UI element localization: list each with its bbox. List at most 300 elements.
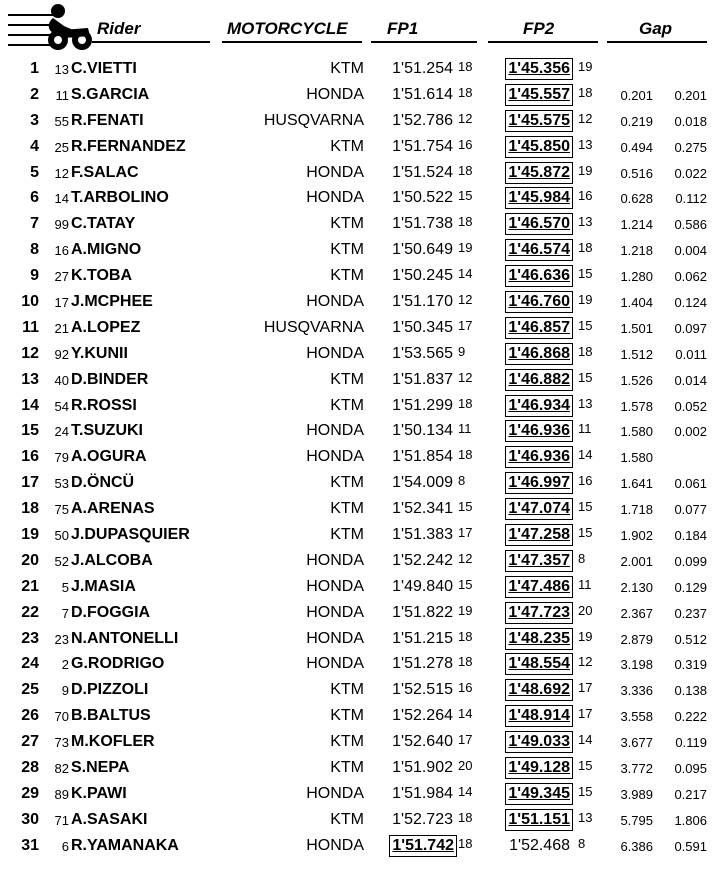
- gap-previous: 0.002: [674, 424, 707, 440]
- fp1-laps: 18: [458, 835, 473, 851]
- rider-number: 53: [54, 476, 69, 492]
- motorcycle: HONDA: [306, 293, 364, 311]
- gap-previous: 0.275: [674, 139, 707, 155]
- gap-previous: 0.014: [674, 372, 707, 388]
- fp2-time: 1'48.914: [505, 705, 573, 727]
- position: 18: [21, 500, 39, 518]
- table-row: [0, 160, 713, 186]
- motorcycle: HUSQVARNA: [263, 111, 364, 129]
- fp1-laps: 14: [458, 783, 473, 799]
- fp2-laps: 17: [578, 706, 593, 722]
- rider-name: M.KOFLER: [71, 733, 155, 751]
- rider-number: 13: [54, 62, 69, 77]
- header-underline: [222, 41, 362, 43]
- gap-previous: 0.095: [674, 761, 707, 777]
- rider-number: 70: [54, 709, 69, 725]
- gap-previous: 0.119: [675, 735, 707, 751]
- rider-number: 40: [54, 372, 69, 388]
- fp1-laps: 19: [458, 602, 473, 618]
- fp2-laps: 8: [578, 550, 586, 566]
- fp2-laps: 14: [578, 447, 593, 463]
- fp2-time: 1'47.486: [505, 576, 573, 598]
- fp2-time: 1'48.692: [505, 679, 573, 701]
- fp1-laps: 12: [458, 292, 473, 308]
- motorcycle: HONDA: [306, 448, 364, 466]
- gap-first: 3.336: [620, 683, 653, 699]
- rider-number: 92: [54, 346, 69, 362]
- position: 23: [21, 629, 39, 647]
- rider-number: 9: [61, 683, 69, 699]
- table-row: [0, 729, 713, 755]
- fp2-time: 1'46.868: [505, 343, 573, 365]
- fp2-time: 1'45.356: [505, 58, 573, 80]
- motorcycle: KTM: [330, 137, 364, 155]
- rider-name: S.GARCIA: [71, 85, 150, 103]
- fp1-time: 1'51.854: [392, 448, 453, 466]
- position: 2: [30, 85, 39, 103]
- fp1-laps: 8: [458, 473, 466, 489]
- gap-previous: 0.018: [674, 113, 707, 129]
- gap-previous: 0.217: [674, 786, 707, 802]
- fp1-time: 1'51.984: [392, 784, 453, 802]
- fp1-laps: 16: [458, 136, 473, 152]
- fp2-laps: 12: [578, 110, 593, 126]
- fp2-laps: 13: [578, 395, 593, 411]
- motorcycle: KTM: [330, 60, 364, 77]
- fp2-laps: 18: [578, 343, 593, 359]
- rider-number: 6: [61, 838, 69, 854]
- fp2-time: 1'52.468: [509, 836, 570, 854]
- gap-first: 0.494: [620, 139, 653, 155]
- fp1-time: 1'50.134: [392, 422, 453, 440]
- fp1-laps: 16: [458, 680, 473, 696]
- fp1-laps: 12: [458, 369, 473, 385]
- fp2-laps: 11: [578, 576, 592, 592]
- position: 22: [21, 603, 39, 621]
- table-row: [0, 496, 713, 522]
- fp1-laps: 18: [458, 654, 473, 670]
- rider-name: K.PAWI: [71, 784, 127, 802]
- motorcycle: KTM: [330, 267, 364, 285]
- table-row: [0, 626, 713, 652]
- fp2-laps: 19: [578, 59, 593, 74]
- fp1-time: 1'52.264: [392, 707, 453, 725]
- motorcycle: KTM: [330, 810, 364, 828]
- table-row: [0, 807, 713, 833]
- table-header: [0, 0, 713, 56]
- fp2-laps: 19: [578, 292, 593, 308]
- table-row: [0, 574, 713, 600]
- fp1-time: 1'51.742: [389, 835, 457, 857]
- motorcycle: HONDA: [306, 784, 364, 802]
- position: 8: [30, 241, 39, 259]
- rider-number: 79: [54, 450, 69, 466]
- rider-number: 21: [54, 320, 69, 336]
- gap-previous: 0.512: [674, 631, 707, 647]
- fp2-laps: 15: [578, 525, 593, 541]
- fp1-laps: 18: [458, 395, 473, 411]
- fp1-time: 1'51.754: [392, 137, 453, 155]
- results-table: [0, 56, 713, 859]
- fp1-laps: 18: [458, 809, 473, 825]
- table-row: [0, 703, 713, 729]
- gap-previous: 0.124: [674, 295, 707, 311]
- position: 19: [21, 526, 39, 544]
- fp2-laps: 18: [578, 84, 593, 100]
- table-row: [0, 367, 713, 393]
- table-row: [0, 56, 713, 82]
- fp1-laps: 18: [458, 84, 473, 100]
- gap-previous: 0.201: [674, 87, 707, 103]
- rider-number: 50: [54, 528, 69, 544]
- fp2-laps: 18: [578, 240, 593, 256]
- table-row: [0, 263, 713, 289]
- rider-name: F.SALAC: [71, 163, 139, 181]
- fp1-laps: 18: [458, 447, 473, 463]
- table-row: [0, 211, 713, 237]
- motorcycle: KTM: [330, 681, 364, 699]
- fp2-time: 1'47.074: [505, 498, 573, 520]
- header-gap: Gap: [639, 19, 673, 38]
- gap-first: 1.580: [620, 450, 653, 466]
- rider-number: 16: [54, 243, 69, 259]
- gap-first: 0.628: [620, 191, 653, 207]
- gap-first: 1.218: [620, 243, 653, 259]
- fp2-laps: 12: [578, 654, 593, 670]
- gap-previous: 0.011: [675, 346, 707, 362]
- gap-first: 2.130: [620, 579, 653, 595]
- table-row: [0, 418, 713, 444]
- fp1-laps: 18: [458, 628, 473, 644]
- rider-number: 75: [54, 502, 69, 518]
- rider-name: A.MIGNO: [71, 241, 142, 259]
- rider-number: 52: [54, 553, 69, 569]
- rider-number: 99: [54, 217, 69, 233]
- fp1-laps: 17: [458, 732, 473, 748]
- rider-number: 11: [55, 87, 69, 103]
- header-rider: Rider: [97, 19, 141, 38]
- rider-name: C.VIETTI: [71, 60, 137, 77]
- rider-name: R.ROSSI: [71, 396, 137, 414]
- rider-number: 71: [54, 812, 69, 828]
- gap-first: 3.677: [620, 735, 653, 751]
- fp2-time: 1'49.033: [505, 731, 573, 753]
- rider-name: J.MCPHEE: [71, 293, 153, 311]
- fp2-time: 1'46.997: [505, 472, 573, 494]
- fp2-laps: 16: [578, 188, 593, 204]
- header-underline: [488, 41, 598, 43]
- rider-name: T.SUZUKI: [71, 422, 143, 440]
- rider-number: 5: [61, 579, 69, 595]
- gap-first: 6.386: [620, 838, 653, 854]
- gap-first: 1.214: [620, 217, 653, 233]
- rider-name: A.ARENAS: [71, 500, 155, 518]
- rider-number: 24: [54, 424, 69, 440]
- fp1-laps: 12: [458, 550, 473, 566]
- rider-name: A.LOPEZ: [71, 318, 141, 336]
- gap-first: 1.501: [620, 320, 653, 336]
- gap-previous: 0.237: [674, 605, 707, 621]
- fp2-time: 1'46.760: [505, 291, 573, 313]
- rider-name: D.ÖNCÜ: [71, 474, 135, 492]
- header-motorcycle: MOTORCYCLE: [227, 19, 348, 38]
- position: 12: [21, 344, 39, 362]
- gap-previous: 0.097: [674, 320, 707, 336]
- gap-previous: 0.022: [674, 165, 707, 181]
- rider-name: J.ALCOBA: [71, 551, 153, 569]
- position: 3: [30, 111, 39, 129]
- rider-name: S.NEPA: [71, 759, 130, 777]
- rider-name: J.MASIA: [71, 577, 136, 595]
- rider-name: R.YAMANAKA: [71, 836, 179, 854]
- fp1-time: 1'50.245: [392, 267, 453, 285]
- fp2-laps: 20: [578, 602, 593, 618]
- gap-previous: 0.004: [674, 243, 707, 259]
- motorcycle: HONDA: [306, 836, 364, 854]
- gap-first: 2.367: [620, 605, 653, 621]
- fp2-time: 1'45.984: [505, 187, 573, 209]
- gap-first: 3.772: [620, 761, 653, 777]
- gap-previous: 0.062: [674, 269, 707, 285]
- gap-first: 2.001: [620, 553, 653, 569]
- table-row: [0, 134, 713, 160]
- gap-first: 2.879: [620, 631, 653, 647]
- gap-first: 1.902: [620, 528, 653, 544]
- gap-previous: 0.061: [674, 476, 707, 492]
- position: 14: [21, 396, 39, 414]
- table-row: [0, 315, 713, 341]
- motorcycle-rider-icon: [44, 2, 96, 52]
- motorcycle: HONDA: [306, 422, 364, 440]
- gap-previous: 0.586: [674, 217, 707, 233]
- fp1-laps: 14: [458, 706, 473, 722]
- gap-first: 0.219: [620, 113, 653, 129]
- fp1-laps: 15: [458, 499, 473, 515]
- fp1-laps: 15: [458, 188, 473, 204]
- motorcycle: HONDA: [306, 655, 364, 673]
- fp1-laps: 9: [458, 343, 466, 359]
- gap-previous: 0.591: [674, 838, 707, 854]
- fp1-time: 1'51.614: [392, 85, 453, 103]
- position: 13: [21, 370, 39, 388]
- rider-name: T.ARBOLINO: [71, 189, 169, 207]
- gap-previous: 0.138: [674, 683, 707, 699]
- rider-name: C.TATAY: [71, 215, 136, 233]
- table-row: [0, 82, 713, 108]
- position: 10: [21, 293, 39, 311]
- position: 30: [21, 810, 39, 828]
- fp2-laps: 15: [578, 758, 593, 774]
- fp2-laps: 17: [578, 680, 593, 696]
- header-underline: [371, 41, 477, 43]
- fp2-time: 1'46.574: [505, 239, 573, 261]
- fp1-time: 1'52.723: [392, 810, 453, 828]
- fp1-time: 1'51.902: [392, 759, 453, 777]
- motorcycle: KTM: [330, 370, 364, 388]
- fp2-laps: 14: [578, 732, 593, 748]
- rider-name: D.BINDER: [71, 370, 149, 388]
- rider-number: 14: [54, 191, 69, 207]
- rider-name: B.BALTUS: [71, 707, 151, 725]
- fp1-time: 1'51.822: [392, 603, 453, 621]
- position: 9: [30, 267, 39, 285]
- fp1-time: 1'51.524: [392, 163, 453, 181]
- fp2-laps: 13: [578, 809, 593, 825]
- position: 16: [21, 448, 39, 466]
- gap-previous: 1.806: [674, 812, 707, 828]
- position: 25: [21, 681, 39, 699]
- fp1-laps: 18: [458, 162, 473, 178]
- motorcycle: HONDA: [306, 189, 364, 207]
- motorcycle: HONDA: [306, 163, 364, 181]
- motorcycle: HONDA: [306, 629, 364, 647]
- rider-number: 23: [54, 631, 69, 647]
- table-row: [0, 185, 713, 211]
- table-row: [0, 677, 713, 703]
- position: 29: [21, 784, 39, 802]
- gap-previous: 0.184: [674, 528, 707, 544]
- fp2-laps: 15: [578, 266, 593, 282]
- gap-previous: 0.077: [674, 502, 707, 518]
- fp2-laps: 19: [578, 628, 593, 644]
- position: 31: [21, 836, 39, 854]
- fp2-time: 1'46.882: [505, 369, 573, 391]
- rider-number: 2: [61, 657, 69, 673]
- motorcycle: KTM: [330, 733, 364, 751]
- rider-number: 55: [54, 113, 69, 129]
- position: 7: [30, 215, 39, 233]
- fp2-laps: 11: [578, 421, 592, 437]
- rider-number: 25: [54, 139, 69, 155]
- gap-first: 1.512: [620, 346, 653, 362]
- rider-name: N.ANTONELLI: [71, 629, 179, 647]
- gap-first: 1.718: [620, 502, 653, 518]
- header-underline: [92, 41, 210, 43]
- table-row: [0, 755, 713, 781]
- fp1-time: 1'53.565: [392, 344, 453, 362]
- fp2-time: 1'46.936: [505, 446, 573, 468]
- fp2-time: 1'45.557: [505, 84, 573, 106]
- gap-first: 1.526: [620, 372, 653, 388]
- position: 17: [21, 474, 39, 492]
- fp1-laps: 12: [458, 110, 473, 126]
- table-row: [0, 651, 713, 677]
- fp2-time: 1'48.235: [505, 628, 573, 650]
- fp1-time: 1'50.345: [392, 318, 453, 336]
- motorcycle: KTM: [330, 759, 364, 777]
- table-row: [0, 237, 713, 263]
- fp1-time: 1'51.383: [392, 526, 453, 544]
- motorcycle: HONDA: [306, 551, 364, 569]
- fp1-time: 1'51.278: [392, 655, 453, 673]
- gap-first: 1.580: [620, 424, 653, 440]
- gap-first: 0.516: [620, 165, 653, 181]
- fp1-time: 1'51.215: [392, 629, 453, 647]
- motorcycle: KTM: [330, 707, 364, 725]
- fp2-laps: 8: [578, 835, 586, 851]
- position: 21: [21, 577, 39, 595]
- header-fp1: FP1: [387, 19, 419, 38]
- rider-name: J.DUPASQUIER: [71, 526, 190, 544]
- fp1-time: 1'52.341: [392, 500, 453, 518]
- position: 6: [30, 189, 39, 207]
- table-row: [0, 470, 713, 496]
- gap-first: 1.578: [620, 398, 653, 414]
- fp1-time: 1'51.299: [392, 396, 453, 414]
- fp2-time: 1'46.934: [505, 395, 573, 417]
- fp1-time: 1'52.242: [392, 551, 453, 569]
- fp1-laps: 18: [458, 59, 473, 74]
- rider-name: D.FOGGIA: [71, 603, 151, 621]
- rider-number: 54: [54, 398, 69, 414]
- position: 11: [22, 318, 39, 336]
- fp2-time: 1'49.345: [505, 783, 573, 805]
- table-row: [0, 341, 713, 367]
- rider-name: Y.KUNII: [71, 344, 128, 362]
- fp2-laps: 13: [578, 214, 593, 230]
- fp2-time: 1'45.850: [505, 136, 573, 158]
- fp2-time: 1'46.936: [505, 420, 573, 442]
- rider-name: D.PIZZOLI: [71, 681, 149, 699]
- fp1-time: 1'51.254: [392, 60, 453, 77]
- fp2-laps: 13: [578, 136, 593, 152]
- fp2-laps: 15: [578, 369, 593, 385]
- table-row: [0, 393, 713, 419]
- gap-previous: 0.052: [674, 398, 707, 414]
- fp2-time: 1'46.857: [505, 317, 573, 339]
- table-row: [0, 548, 713, 574]
- fp1-time: 1'52.640: [392, 733, 453, 751]
- motorcycle: HONDA: [306, 603, 364, 621]
- table-row: [0, 600, 713, 626]
- rider-number: 7: [61, 605, 69, 621]
- position: 24: [21, 655, 39, 673]
- gap-first: 5.795: [620, 812, 653, 828]
- fp1-time: 1'54.009: [392, 474, 453, 492]
- table-row: [0, 289, 713, 315]
- fp2-time: 1'49.128: [505, 757, 573, 779]
- fp2-laps: 19: [578, 162, 593, 178]
- fp1-time: 1'51.170: [392, 293, 453, 311]
- position: 26: [21, 707, 39, 725]
- fp1-laps: 17: [458, 525, 473, 541]
- fp2-laps: 15: [578, 783, 593, 799]
- fp2-time: 1'51.151: [505, 809, 573, 831]
- position: 20: [21, 551, 39, 569]
- table-row: [0, 108, 713, 134]
- motorcycle: HONDA: [306, 85, 364, 103]
- table-row: [0, 444, 713, 470]
- motorcycle: KTM: [330, 526, 364, 544]
- motorcycle: HUSQVARNA: [263, 318, 364, 336]
- gap-first: 3.558: [620, 709, 653, 725]
- fp2-time: 1'47.357: [505, 550, 573, 572]
- rider-name: K.TOBA: [71, 267, 133, 285]
- fp1-time: 1'52.786: [392, 111, 453, 129]
- fp1-time: 1'50.649: [392, 241, 453, 259]
- fp2-laps: 15: [578, 317, 593, 333]
- position: 1: [30, 60, 39, 77]
- motorcycle: KTM: [330, 241, 364, 259]
- position: 4: [30, 137, 39, 155]
- gap-previous: 0.112: [675, 191, 707, 207]
- fp1-laps: 17: [458, 317, 473, 333]
- motorcycle: KTM: [330, 215, 364, 233]
- rider-name: A.OGURA: [71, 448, 147, 466]
- fp2-time: 1'46.636: [505, 265, 573, 287]
- fp1-time: 1'52.515: [392, 681, 453, 699]
- header-fp2: FP2: [523, 19, 555, 38]
